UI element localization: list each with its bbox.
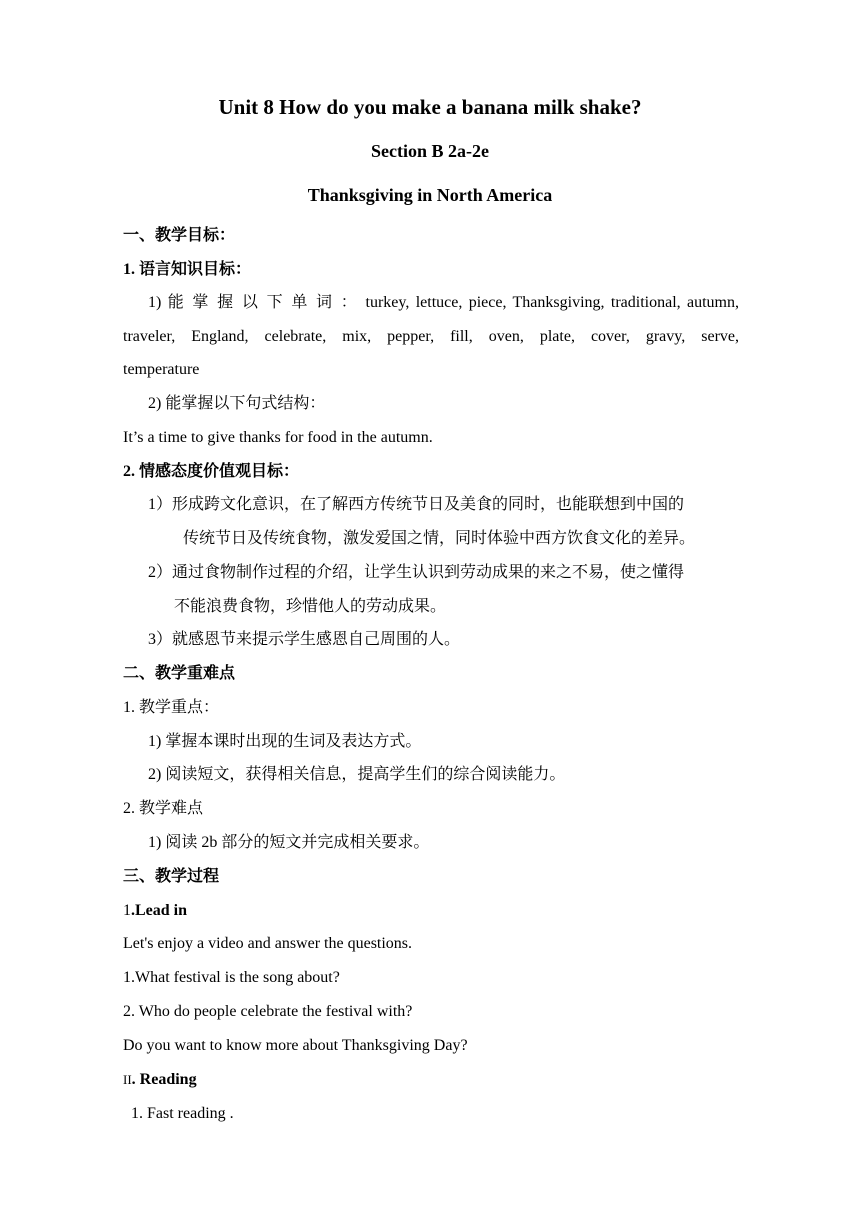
lead-in-label: .Lead in: [131, 902, 188, 919]
question-3: Do you want to know more about Thanksgiving Day?: [123, 1037, 468, 1054]
question-1: 1.What festival is the song about?: [123, 969, 340, 986]
heading-teaching-goals: 一、教学目标：: [123, 227, 236, 244]
emotional-item-3: 3）就感恩节来提示学生感恩自己周围的人。: [148, 631, 461, 648]
emotional-item-1-line-1: 1）形成跨文化意识，在了解西方传统节日及美食的同时，也能联想到中国的: [148, 496, 685, 513]
heading-key-points: 二、教学重难点: [123, 665, 236, 682]
lead-in-instruction: Let's enjoy a video and answer the questions.: [123, 935, 413, 952]
target-sentence: It’s a time to give thanks for food in the autumn.: [123, 429, 433, 446]
emotional-item-1-line-2: 传统节日及传统食物，激发爱国之情，同时体验中西方饮食文化的差异。: [183, 530, 696, 547]
heading-language-goals: 1. 语言知识目标：: [123, 261, 252, 278]
lead-in-number: 1: [123, 902, 131, 919]
document-title: Unit 8 How do you make a banana milk shake?: [218, 95, 642, 119]
sentence-structure-item: 2) 能掌握以下句式结构：: [148, 395, 326, 412]
reading-heading: [123, 1069, 739, 1091]
vocab-line-3: temperature: [123, 361, 200, 378]
emotional-item-2-line-2: 不能浪费食物，珍惜他人的劳动成果。: [174, 598, 447, 615]
reading-numeral: II: [123, 1072, 132, 1087]
fast-reading-item: 1. Fast reading .: [131, 1105, 234, 1122]
lesson-subtitle: Thanksgiving in North America: [307, 185, 553, 205]
key-point-1: 1) 掌握本课时出现的生词及表达方式。: [148, 733, 422, 750]
section-title: Section B 2a-2e: [371, 141, 489, 161]
question-2: 2. Who do people celebrate the festival with?: [123, 1003, 413, 1020]
heading-emotional-goals: 2. 情感态度价值观目标：: [123, 463, 300, 480]
lead-in-heading: [123, 900, 739, 922]
vocab-line-2: traveler, England, celebrate, mix, pepper, fill, oven, plate, cover, gravy, serve,: [123, 328, 739, 345]
key-points-heading: 1. 教学重点：: [123, 699, 220, 716]
difficult-points-heading: 2. 教学难点: [123, 800, 204, 817]
vocab-line-1: 1) 能 掌 握 以 下 单 词 ： turkey, lettuce, piece, Thanksgiving, traditional, autumn,: [148, 294, 739, 311]
emotional-item-2-line-1: 2）通过食物制作过程的介绍，让学生认识到劳动成果的来之不易，使之懂得: [148, 564, 685, 581]
reading-label: . Reading: [131, 1071, 197, 1088]
difficult-point-1: 1) 阅读 2b 部分的短文并完成相关要求。: [148, 834, 430, 851]
key-point-2: 2) 阅读短文，获得相关信息，提高学生们的综合阅读能力。: [148, 766, 566, 783]
heading-teaching-process: 三、教学过程: [123, 868, 220, 885]
